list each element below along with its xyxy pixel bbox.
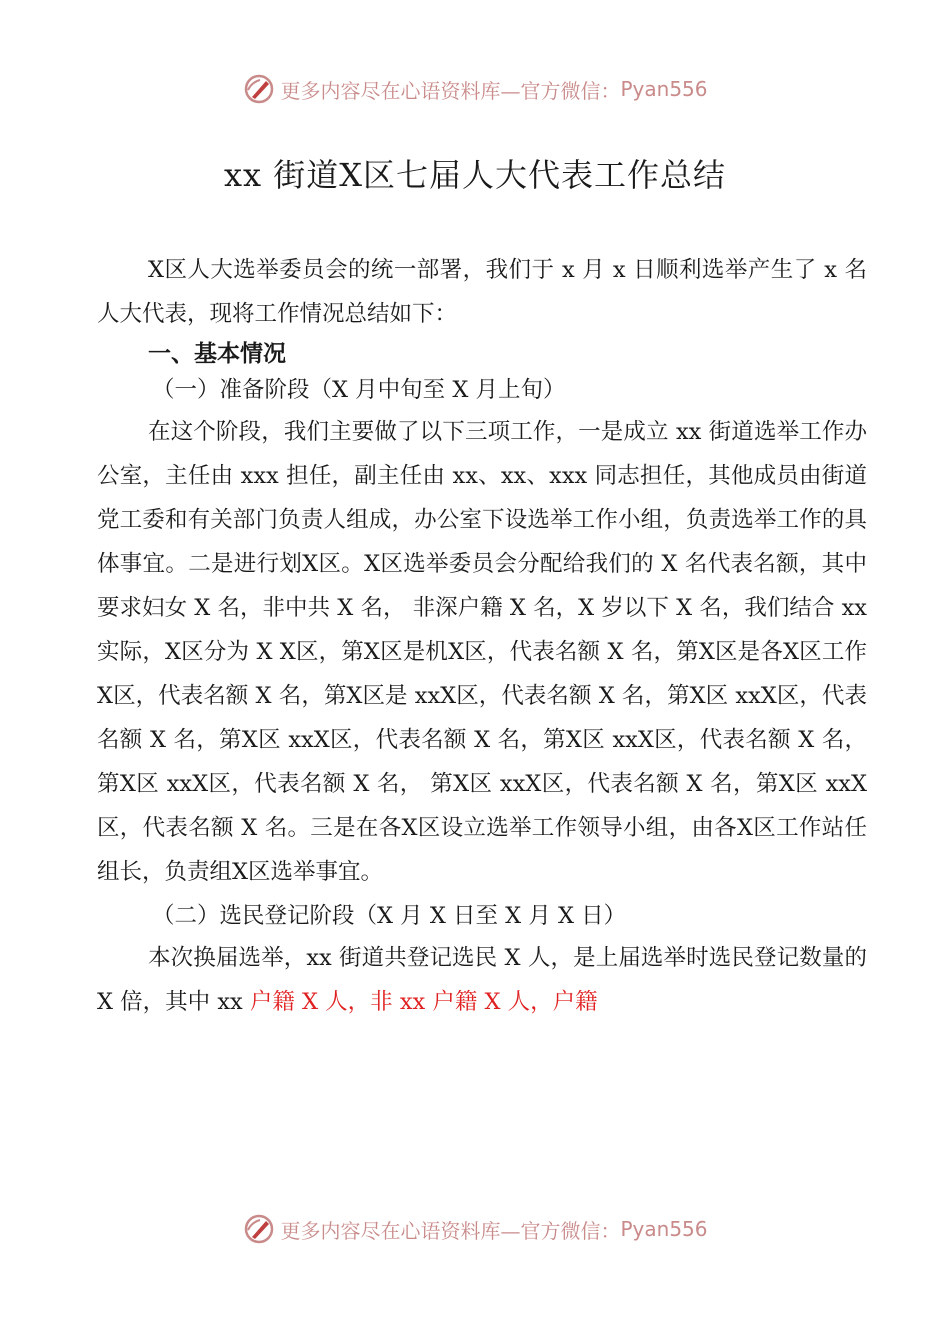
subsection-body-1: 在这个阶段，我们主要做了以下三项工作，一是成立 xx 街道选举工作办公室，主任由 xxx 担任，副主任由 xx、xx、xxx 同志担任，其他成员由街道党工委和有关部门负责人组成，办公室下设选举工作小组，负责选举工作的具体事宜。二是进行划X区。X区选举委员会分配给我们的 X 名代表名额，其中要求妇女 X 名，非中共 X 名， 非深户籍 X 名，X 岁以下 X 名，我们结合 xx 实际，X区分为 X X区，第X区是机X区，代表名额 X 名，第X区是各X区工作X区，代表名额 X 名，第X区是 xxX区，代表名额 X 名，第X区 xxX区，代表名额 X 名，第X区 xxX区，代表名额 X 名，第X区 xxX区，代表名额 X 名，第X区 xxX区，代表名额 X 名， 第X区 xxX区，代表名额 X 名，第X区 xxX区，代表名额 X 名。三是在各X区设立选举工作领导小组，由各X区工作站任组长，负责组X区选举事宜。 xyxy=(97,419,867,885)
watermark-wechat-id: Pyan556 xyxy=(620,77,708,101)
watermark-wechat-id: Pyan556 xyxy=(620,1217,708,1241)
pen-logo-icon xyxy=(242,72,276,106)
subsection-heading-1: （一）准备阶段（X 月中旬至 X 月上旬） xyxy=(152,377,566,403)
pen-logo-icon xyxy=(242,1212,276,1246)
watermark-text: 更多内容尽在心语资料库—官方微信： xyxy=(280,78,621,103)
watermark-top xyxy=(0,72,950,106)
subsection-body-2 xyxy=(97,936,867,1024)
body-text-red: 户籍 X 人，非 xx 户籍 X 人，户籍 xyxy=(249,989,598,1015)
section-heading: 一、基本情况 xyxy=(148,341,286,367)
document-title: xx 街道X区七届人大代表工作总结 xyxy=(223,156,727,194)
body-text-black: 本次换届选举，xx 街道共登记选民 X 人，是上届选举时选民登记数量的 X 倍，其中 xx xyxy=(97,945,867,1015)
document-body xyxy=(97,248,867,1024)
watermark-text: 更多内容尽在心语资料库—官方微信： xyxy=(280,1218,621,1243)
watermark-bottom xyxy=(0,1212,950,1246)
intro-paragraph: X区人大选举委员会的统一部署，我们于 x 月 x 日顺利选举产生了 x 名人大代表，现将工作情况总结如下： xyxy=(97,257,867,327)
subsection-heading-2: （二）选民登记阶段（X 月 X 日至 X 月 X 日） xyxy=(152,903,627,929)
